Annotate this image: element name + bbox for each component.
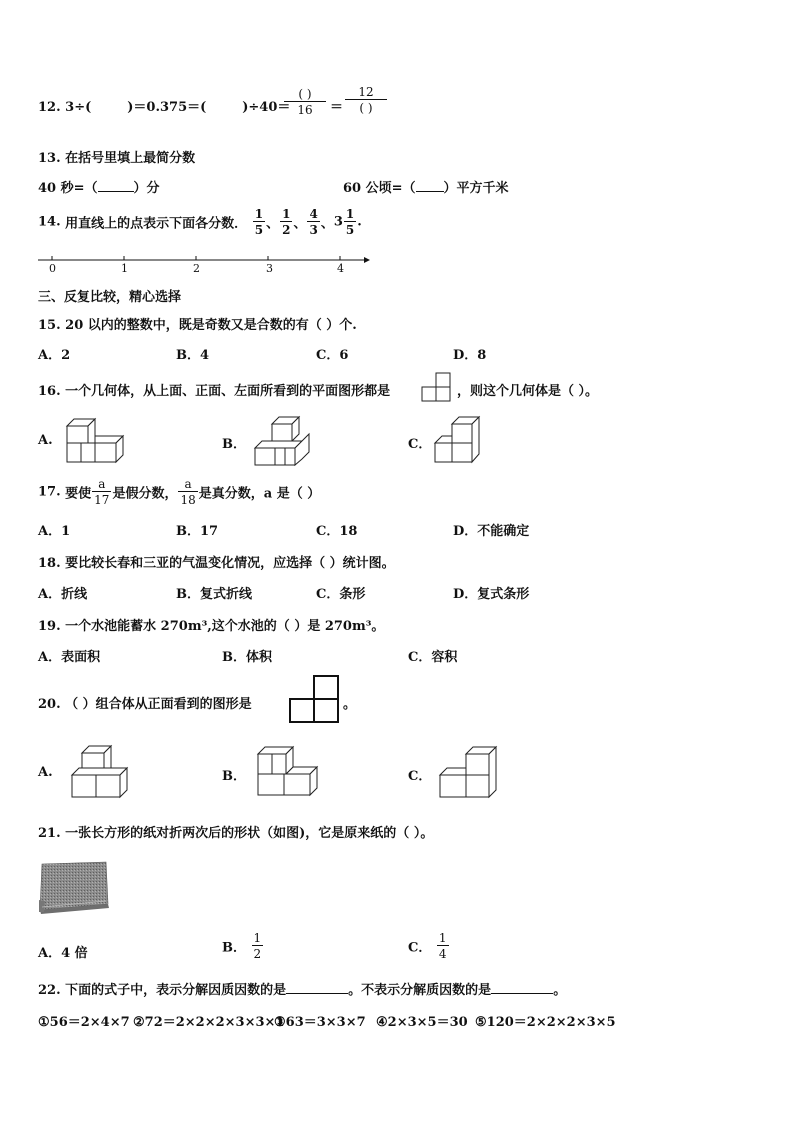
q20-option-c[interactable]: C． (408, 769, 432, 784)
q17-number: 17. (38, 484, 61, 500)
q16-option-c[interactable]: C． (408, 437, 432, 452)
q12-number: 12. (38, 100, 61, 115)
q16-suffix: ，则这个几何体是（ ）。 (457, 384, 599, 399)
q17-p3: 是真分数，a 是（ ） (198, 486, 321, 502)
q18-option-b[interactable]: B．复式折线 (176, 587, 253, 602)
tick-label-3: 3 (266, 262, 273, 275)
q13-a-left: 40 秒=（ (38, 181, 98, 196)
q20-option-b[interactable]: B． (222, 769, 246, 784)
q18-option-d[interactable]: D．复式条形 (453, 587, 530, 602)
q20-option-b-figure (256, 746, 320, 798)
q22-p1: 下面的式子中，表示分解因质因数的是 (65, 983, 287, 998)
q19-option-b[interactable]: B．体积 (222, 650, 273, 665)
q22-p2: 。不表示分解质因数的是 (348, 983, 492, 998)
tick-label-2: 2 (193, 262, 200, 275)
q17-option-a[interactable]: A．1 (38, 524, 71, 539)
q22-blank-2[interactable] (491, 981, 553, 994)
q16-prompt: 一个几何体，从上面、正面、左面所看到的平面图形都是 (65, 384, 391, 399)
q20-suffix: 。 (343, 697, 357, 712)
q22-line (38, 979, 566, 998)
q20-prompt: （ ）组合体从正面看到的图形是 (65, 697, 252, 712)
q19-prompt: 一个水池能蓄水 270m³,这个水池的（ ）是 270m³。 (65, 619, 385, 634)
q18-prompt: 要比较长春和三亚的气温变化情况，应选择（ ）统计图。 (65, 556, 395, 571)
q22-number: 22. (38, 983, 61, 998)
q17-option-c[interactable]: C．18 (316, 524, 358, 539)
q12-line (38, 96, 290, 115)
q22-item-2: ②72＝2×2×2×3×3×1 (133, 1015, 285, 1030)
q17-option-d[interactable]: D．不能确定 (453, 524, 530, 539)
q21-option-b[interactable]: B． $\frac{1}{2}$ (222, 931, 262, 961)
q15-option-c[interactable]: C．6 (316, 348, 349, 363)
q12-part2: )＝0.375＝( (127, 100, 207, 115)
q17-frac1: $\frac{a}{17}$ (94, 477, 110, 507)
q18-number: 18. (38, 556, 61, 571)
q12-part3: )÷40＝ (242, 100, 291, 115)
q20-option-a[interactable]: A. (38, 765, 53, 780)
q15-option-d[interactable]: D．8 (453, 348, 487, 363)
q22-blank-1[interactable] (286, 981, 348, 994)
q16-option-b[interactable]: B． (222, 437, 246, 452)
q13-b (343, 177, 509, 196)
q17-frac2: $\frac{a}{18}$ (180, 477, 196, 507)
q16-number: 16. (38, 384, 61, 399)
tick-label-4: 4 (337, 262, 344, 275)
q13-a-right: ）分 (133, 181, 160, 196)
q13-a-blank[interactable] (98, 179, 134, 192)
q18-option-a[interactable]: A．折线 (38, 587, 88, 602)
q13-prompt-line (38, 147, 195, 166)
q14-frac-4: $\frac{1}{5}$ (345, 207, 355, 237)
q14-frac-3: $\frac{4}{3}$ (309, 207, 318, 237)
q14-number: 14. (38, 214, 61, 230)
q20-option-a-figure (70, 742, 130, 800)
q18-option-c[interactable]: C．条形 (316, 587, 366, 602)
q15-option-a[interactable]: A．2 (38, 348, 71, 363)
q14-frac-2: $\frac{1}{2}$ (282, 207, 291, 237)
q13-b-right: ）平方千米 (443, 181, 509, 196)
q16-option-a[interactable]: A. (38, 433, 53, 448)
q19-number: 19. (38, 619, 61, 634)
q22-item-1: ①56＝2×4×7 (38, 1015, 130, 1030)
q12-part1: 3÷( (65, 100, 92, 115)
q14-line: 14. 用直线上的点表示下面各分数． $\frac{1}{5}$ 、 $\frac{1}{2}$ 、 $\frac{4}{3}$ 、3 $\frac{1}{5}$ . (38, 207, 362, 237)
folded-paper-image (36, 860, 110, 916)
q22-item-3: ③63＝3×3×7 (274, 1015, 366, 1030)
q12-frac1-num[interactable]: ( ) (284, 88, 326, 102)
q12-frac2-den[interactable]: ( ) (359, 101, 373, 115)
q13-b-blank[interactable] (416, 179, 444, 192)
q19-option-a[interactable]: A．表面积 (38, 650, 101, 665)
q22-p3: 。 (553, 983, 567, 998)
q14-frac-4-whole: 3 (333, 214, 343, 230)
q18-line (38, 552, 395, 571)
q19-line (38, 615, 384, 634)
section-title: 三、反复比较，精心选择 (38, 290, 182, 305)
number-line[interactable] (38, 252, 378, 282)
q12-frac2 (344, 86, 388, 114)
q15-option-b[interactable]: B．4 (176, 348, 210, 363)
tick-label-0: 0 (49, 262, 56, 275)
q21-option-a[interactable]: A．4 倍 (38, 946, 88, 961)
q16-line (38, 380, 390, 399)
q20-option-c-figure (438, 746, 500, 800)
q22-item-4: ④2×3×5＝30 (376, 1015, 468, 1030)
q20-number: 20. (38, 697, 61, 712)
q12-frac1 (283, 88, 327, 116)
q17-line (38, 478, 320, 506)
q14-prompt: 用直线上的点表示下面各分数． (65, 216, 248, 232)
q21-line (38, 822, 433, 841)
q15-prompt: 20 以内的整数中，既是奇数又是合数的有（ ）个. (65, 318, 357, 333)
q12-frac1-den: 16 (297, 103, 313, 117)
q20-line (38, 693, 252, 712)
q22-item-5: ⑤120＝2×2×2×3×5 (475, 1015, 616, 1030)
q21-number: 21. (38, 826, 61, 841)
q21-prompt: 一张长方形的纸对折两次后的形状（如图)，它是原来纸的（ ）。 (65, 826, 434, 841)
q16-view-shape (420, 372, 454, 404)
q15-number: 15. (38, 318, 61, 333)
q12-eq: ＝ (330, 100, 344, 115)
q17-p1: 要使 (65, 486, 92, 502)
q13-a (38, 177, 160, 196)
q21-option-c[interactable]: C． $\frac{1}{4}$ (408, 931, 447, 961)
q20-front-view-shape (289, 675, 341, 725)
q13-prompt: 在括号里填上最简分数 (65, 151, 196, 166)
tick-label-1: 1 (121, 262, 128, 275)
q17-option-b[interactable]: B．17 (176, 524, 219, 539)
q14-frac-1: $\frac{1}{5}$ (254, 207, 264, 237)
q13-b-left: 60 公顷=（ (343, 181, 416, 196)
q15-line (38, 314, 357, 333)
q12-frac2-num: 12 (345, 86, 387, 100)
q16-option-b-figure (252, 414, 314, 466)
q19-option-c[interactable]: C．容积 (408, 650, 458, 665)
q16-option-a-figure (64, 414, 130, 466)
q16-option-c-figure (432, 414, 484, 466)
q13-number: 13. (38, 151, 61, 166)
q17-p2: 是假分数， (112, 486, 178, 502)
